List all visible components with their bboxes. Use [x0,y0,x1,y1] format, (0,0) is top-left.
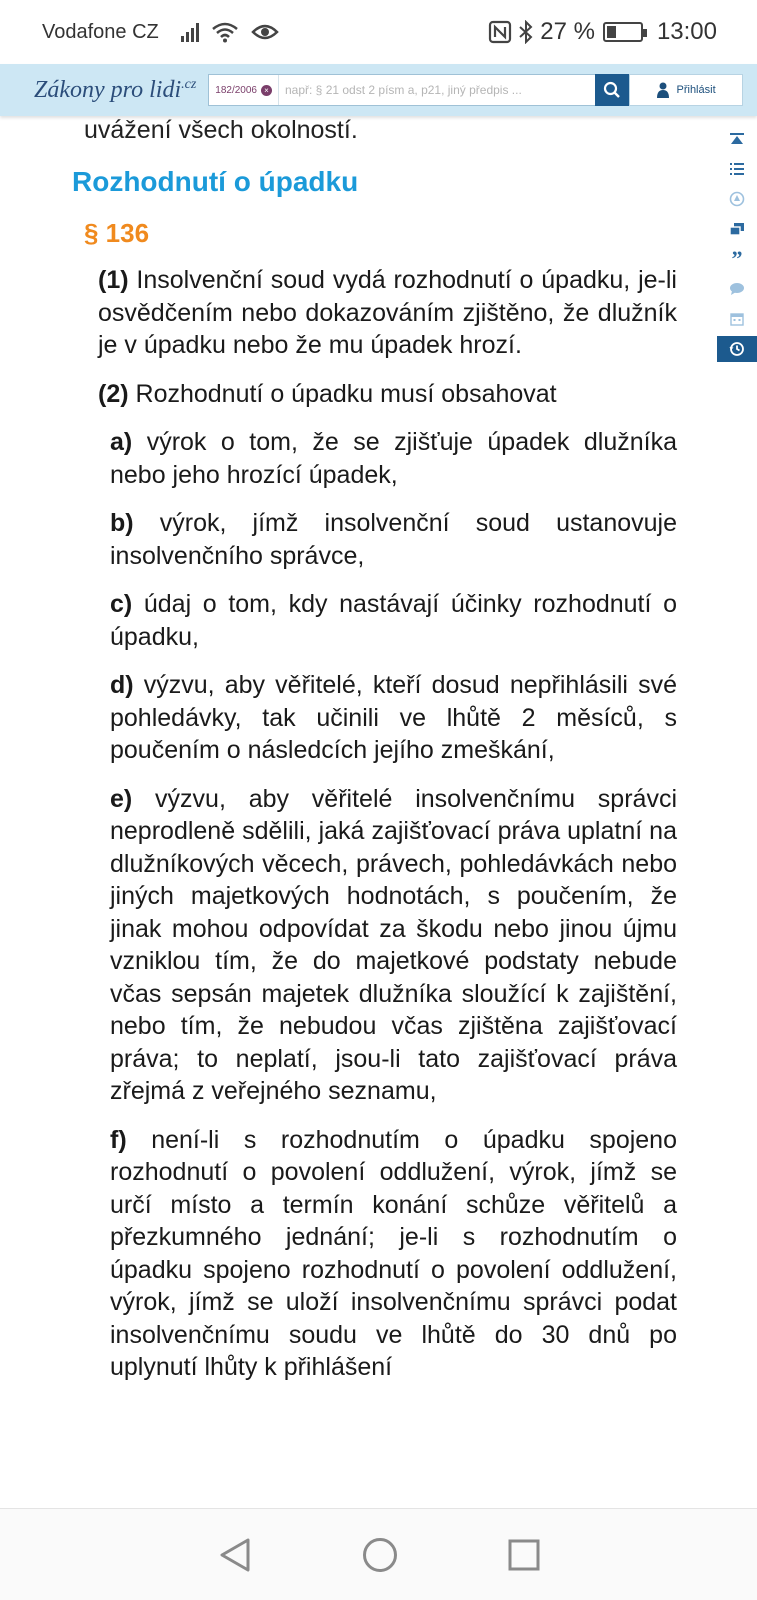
cut-off-text: uvážení všech okolností. [84,116,358,144]
subsection-number[interactable]: (1) [98,266,129,294]
site-header [0,64,757,116]
bluetooth-icon [518,20,534,44]
list-item [98,669,677,767]
subsection-number[interactable]: (2) [98,379,129,408]
list-item [98,783,677,1108]
subsection-2 [98,378,677,411]
system-nav-bar [0,1508,757,1600]
logo-suffix: .cz [181,76,197,92]
user-icon [657,82,669,98]
item-text: není-li s rozhodnutím o úpadku spojeno rozhodnutí o povolení oddlužení, výrok, jímž se určí místo a termín konání schůze věřitelů a přezkumného jednání; je-li s rozhodnutím o úpadku spojeno rozhodnutí o povolení oddlužení, výrok, jímž se uloží insolvenčnímu správci podat insolvenčnímu soudu ve lhůtě do 30 dnů po uplynutí lhůty k přihlášení [110,1125,677,1381]
item-letter[interactable]: f) [110,1125,127,1154]
list-item [98,507,677,572]
paragraph-number[interactable]: § 136 [84,218,150,248]
status-bar [0,0,757,64]
search-box [208,74,596,106]
battery-icon [603,22,643,42]
login-label: Přihlásit [676,84,716,96]
section-title[interactable]: Rozhodnutí o úpadku [72,166,359,197]
navigate-icon[interactable] [717,186,757,212]
site-logo[interactable] [34,77,196,104]
history-icon[interactable] [717,336,757,362]
copy-icon[interactable] [717,216,757,242]
subsection-1 [98,264,677,362]
item-text: výzvu, aby věřitelé insolvenčnímu správci neprodleně sdělili, jaká zajišťovací práva uplatní na dlužníkových věcech, právech, pohledávkách nebo jiných majetkových hodnotách, s poučením, že jinak mohou odpovídat za škodu nebo jinou újmu vzniklou tím, že do majetkové podstaty nebude včas sepsán majetek dlužníka sloužící k zajištění, nebo tím, že nebudou včas zjištěna zajišťovací práva; to neplatí, jsou-li tato zajišťovací práva zřejmá z veřejného seznamu, [110,784,677,1105]
toc-icon[interactable] [717,156,757,182]
eye-icon [251,22,279,42]
calendar-icon[interactable] [717,306,757,332]
item-letter[interactable]: e) [110,784,133,813]
chip-label: 182/2006 [215,84,257,96]
item-text: údaj o tom, kdy nastávají účinky rozhodnutí o úpadku, [110,590,677,651]
subsection-text: Insolvenční soud vydá rozhodnutí o úpadku, je-li osvědčením nebo dokazováním zjištěno, že dlužník je v úpadku nebo že mu úpadek hrozí. [98,266,677,359]
logo-text: Zákony pro lidi [34,76,182,103]
law-content [0,116,757,1506]
item-text: výzvu, aby věřitelé, kteří dosud nepřihlásili své pohledávky, tak učinili ve lhůtě 2 měsíců, s poučením o následcích jejího zmeškání, [110,671,677,764]
login-button[interactable] [629,74,743,106]
carrier-name: Vodafone CZ [42,20,159,43]
clock: 13:00 [656,18,717,45]
recents-icon[interactable] [508,1539,540,1571]
comment-icon[interactable] [717,276,757,302]
back-icon[interactable] [218,1537,252,1573]
item-letter[interactable]: b) [110,509,134,537]
search-icon [603,81,621,99]
law-filter-chip[interactable] [209,75,279,105]
item-letter[interactable]: d) [110,671,134,699]
top-icon[interactable] [717,126,757,152]
battery-percent: 27 % [540,18,595,45]
list-item [98,1124,677,1384]
item-text: výrok, jímž insolvenční soud ustanovuje insolvenčního správce, [110,509,677,570]
chip-remove-icon[interactable]: × [261,85,272,96]
list-item [98,588,677,653]
item-text: výrok o tom, že se zjišťuje úpadek dlužníka nebo jeho hrozící úpadek, [110,428,677,489]
signal-icon [181,22,199,42]
search-button[interactable] [595,74,629,106]
quote-icon[interactable]: ” [717,246,757,272]
paragraph-body [98,264,677,1400]
item-letter[interactable]: c) [110,590,133,618]
subsection-text: Rozhodnutí o úpadku musí obsahovat [128,379,557,408]
side-toolbar [717,126,757,366]
item-letter[interactable]: a) [110,428,133,456]
home-icon[interactable] [362,1537,398,1573]
search-input[interactable] [279,75,595,105]
list-item [98,426,677,491]
nfc-icon [488,20,512,44]
wifi-icon [211,21,239,43]
